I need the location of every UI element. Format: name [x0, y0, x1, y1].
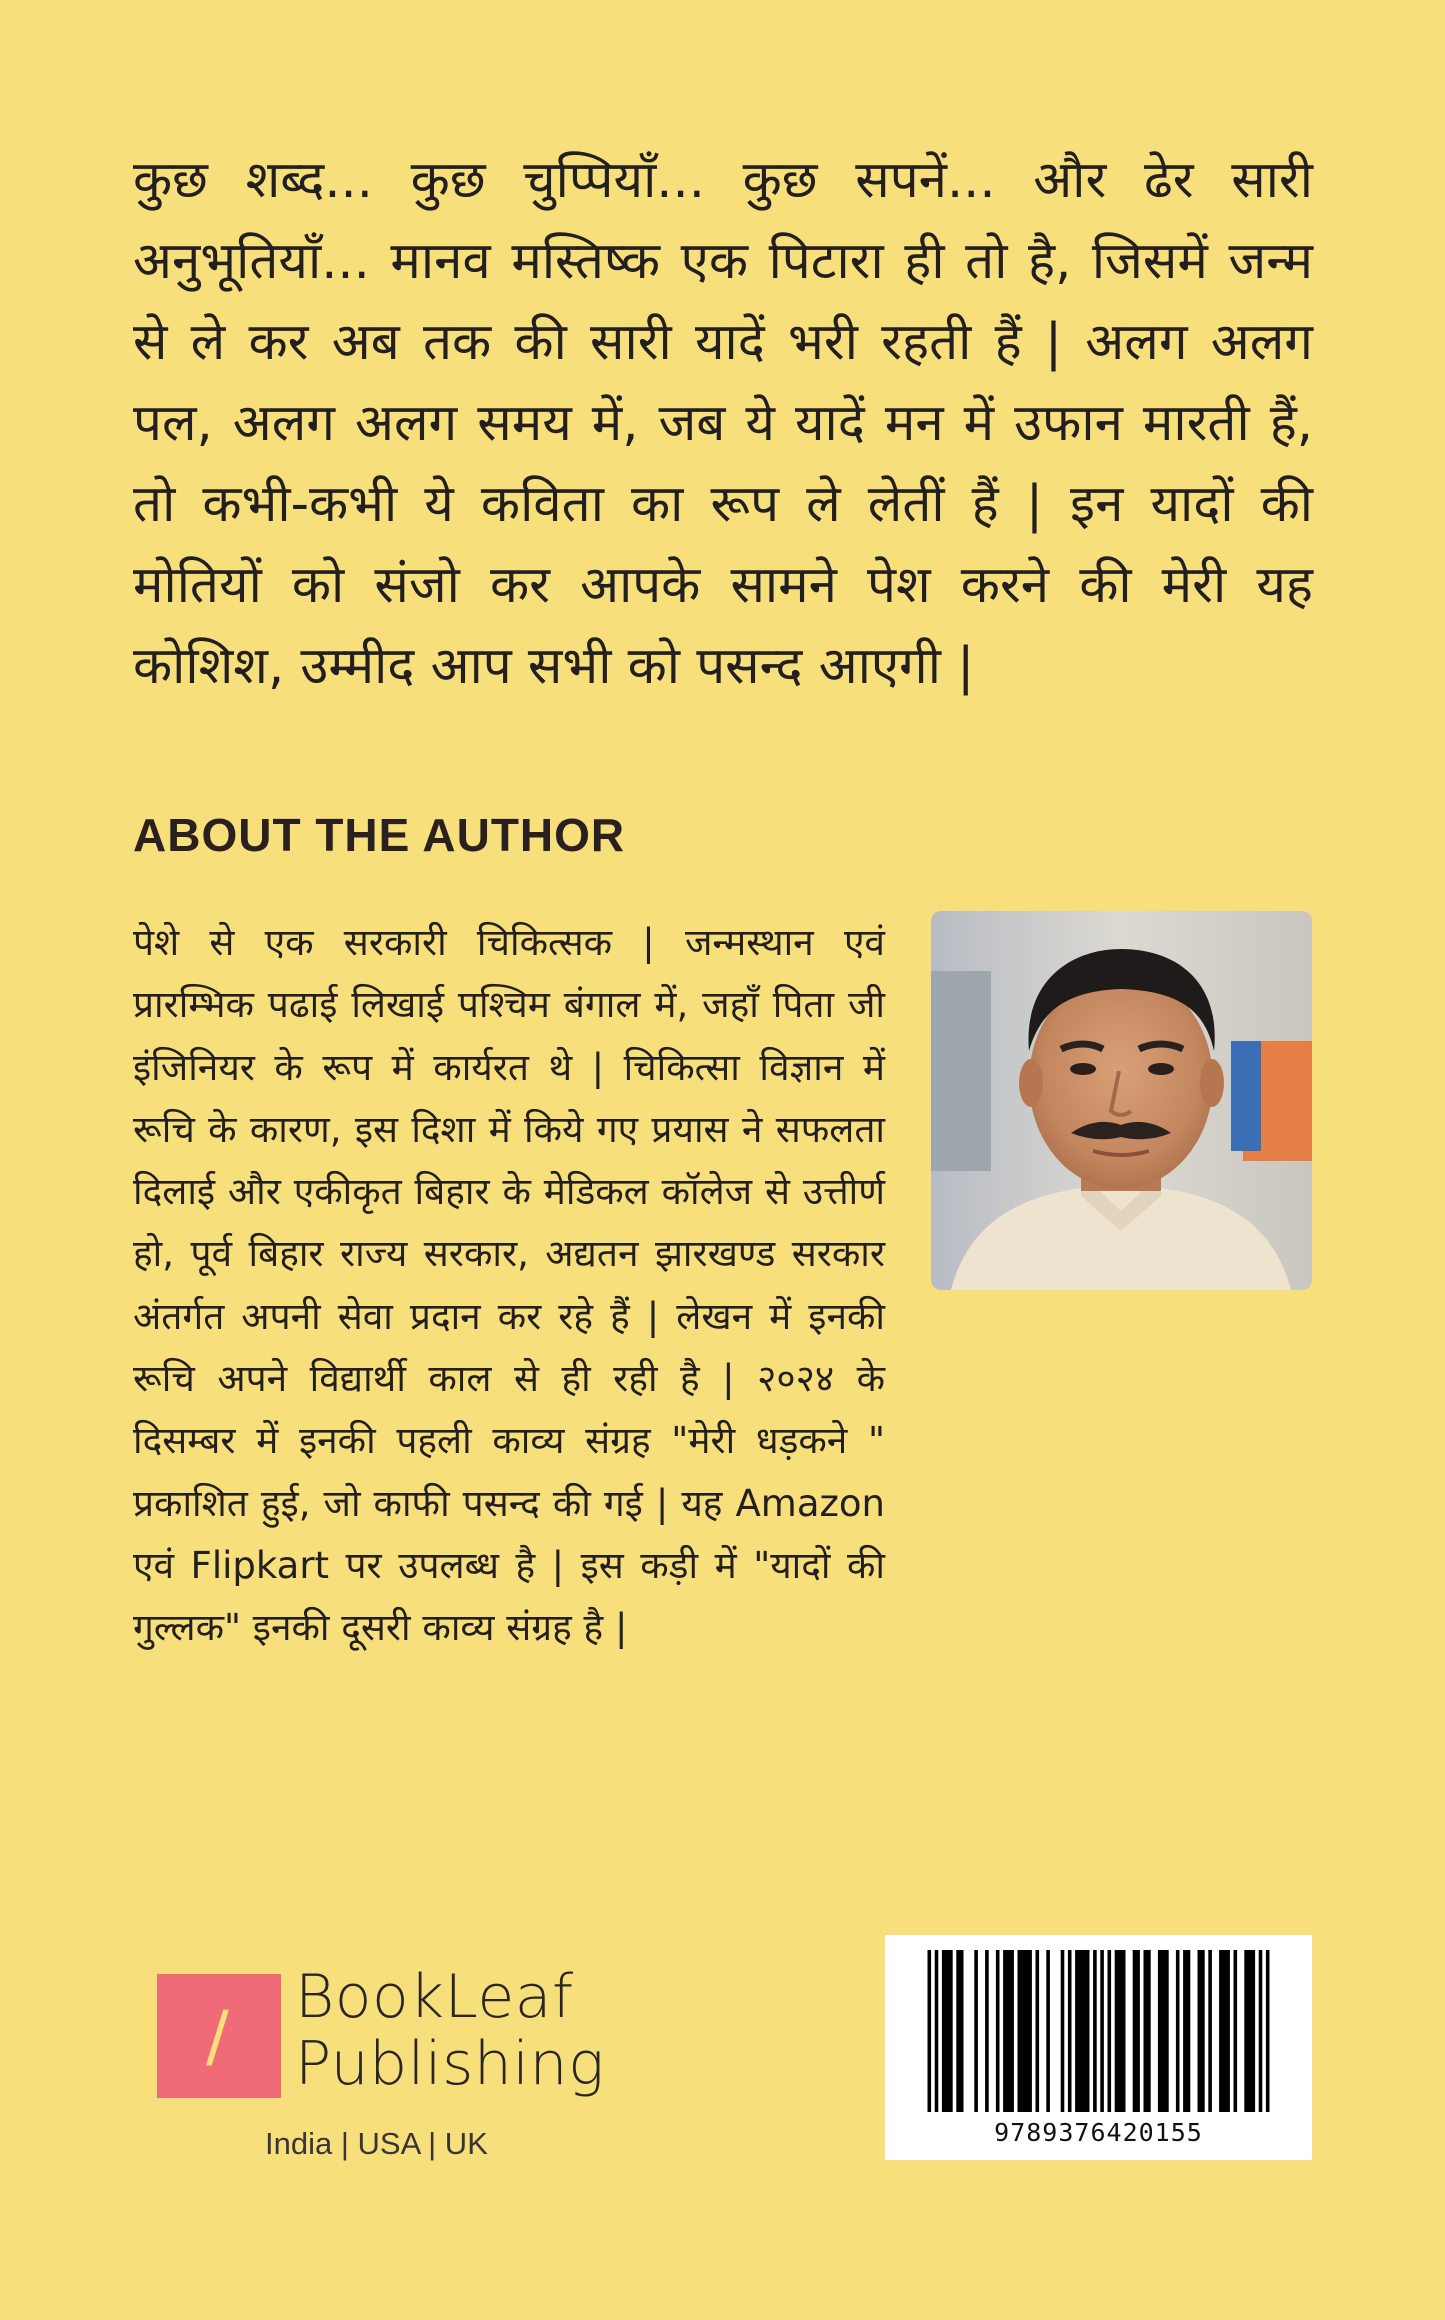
- barcode-bar: [996, 1950, 1000, 2112]
- barcode-bar: [942, 1950, 953, 2112]
- barcode-bar: [1133, 1950, 1140, 2112]
- bookleaf-publishing-logo: [157, 1962, 617, 2162]
- author-bio: पेशे से एक सरकारी चिकित्सक | जन्मस्थान एवं प्रारम्भिक पढाई लिखाई पश्चिम बंगाल में, जहाँ पिता जी इंजिनियर के रूप में कार्यरत थे | चिकित्सा विज्ञान में रूचि के कारण, इस दिशा में किये गए प्रयास ने सफलता दिलाई और एकीकृत बिहार के मेडिकल कॉलेज से उत्तीर्ण हो, पूर्व बिहार राज्य सरकार, अद्यतन झारखण्ड सरकार अंतर्गत अपनी सेवा प्रदान कर रहे हैं | लेखन में इनकी रूचि अपने विद्यार्थी काल से ही रही है | २०२४ के दिसम्बर में इनकी पहली काव्य संग्रह "मेरी धड़कने " प्रकाशित हुई, जो काफी पसन्द की गई | यह Amazon एवं Flipkart पर उपलब्ध है | इस कड़ी में "यादों की गुल्लक" इनकी दूसरी काव्य संग्रह है |: [133, 921, 885, 1650]
- barcode-bar: [935, 1950, 939, 2112]
- isbn-number: 9789376420155: [994, 2118, 1203, 2147]
- barcode-bar: [1266, 1950, 1270, 2112]
- barcode-bar: [1234, 1950, 1238, 2112]
- publisher-name: [295, 1964, 605, 2098]
- logo-slash-glyph: /: [206, 1997, 229, 2076]
- barcode-bar: [1075, 1950, 1089, 2112]
- barcode-bar: [1003, 1950, 1014, 2112]
- barcode-bar: [1115, 1950, 1126, 2112]
- logo-mark: [157, 1974, 281, 2098]
- barcode-bar: [1068, 1950, 1072, 2112]
- barcode-bar: [1176, 1950, 1180, 2112]
- author-photo: [931, 911, 1312, 1290]
- barcode-bar: [956, 1950, 963, 2112]
- barcode-bar: [1259, 1950, 1263, 2112]
- publisher-name-line2: Publishing: [295, 2029, 605, 2099]
- barcode-bar: [1183, 1950, 1190, 2112]
- barcode-bar: [1144, 1950, 1151, 2112]
- barcode-bar: [1108, 1950, 1112, 2112]
- barcode-bar: [1244, 1950, 1255, 2112]
- barcode-bar: [1018, 1950, 1032, 2112]
- back-cover-blurb: कुछ शब्द... कुछ चुप्पियाँ... कुछ सपनें... और ढेर सारी अनुभूतियाँ... मानव मस्तिष्क एक पिटारा ही तो है, जिसमें जन्म से ले कर अब तक की सारी यादें भरी रहती हैं | अलग अलग पल, अलग अलग समय में, जब ये यादें मन में उफान मारती हैं, तो कभी-कभी ये कविता का रूप ले लेतीं हैं | इन यादों की मोतियों को संजो कर आपके सामने पेश करने की मेरी यह कोशिश, उम्मीद आप सभी को पसन्द आएगी |: [133, 151, 1313, 696]
- publisher-regions: India | USA | UK: [265, 2126, 488, 2161]
- barcode-bar: [1061, 1950, 1065, 2112]
- barcode-bar: [1046, 1950, 1050, 2112]
- isbn-barcode: [885, 1935, 1312, 2160]
- barcode-bar: [1093, 1950, 1097, 2112]
- barcode-bar: [985, 1950, 989, 2112]
- barcode-bar: [1198, 1950, 1205, 2112]
- about-author-heading: ABOUT THE AUTHOR: [133, 809, 626, 861]
- publisher-name-line1: BookLeaf: [295, 1962, 574, 2032]
- barcode-bar: [1036, 1950, 1040, 2112]
- barcode-bar: [974, 1950, 978, 2112]
- barcode-bar: [928, 1950, 932, 2112]
- barcode-bar: [1208, 1950, 1212, 2112]
- barcode-bar: [1158, 1950, 1169, 2112]
- barcode-bar: [1100, 1950, 1104, 2112]
- barcode-bar: [1219, 1950, 1230, 2112]
